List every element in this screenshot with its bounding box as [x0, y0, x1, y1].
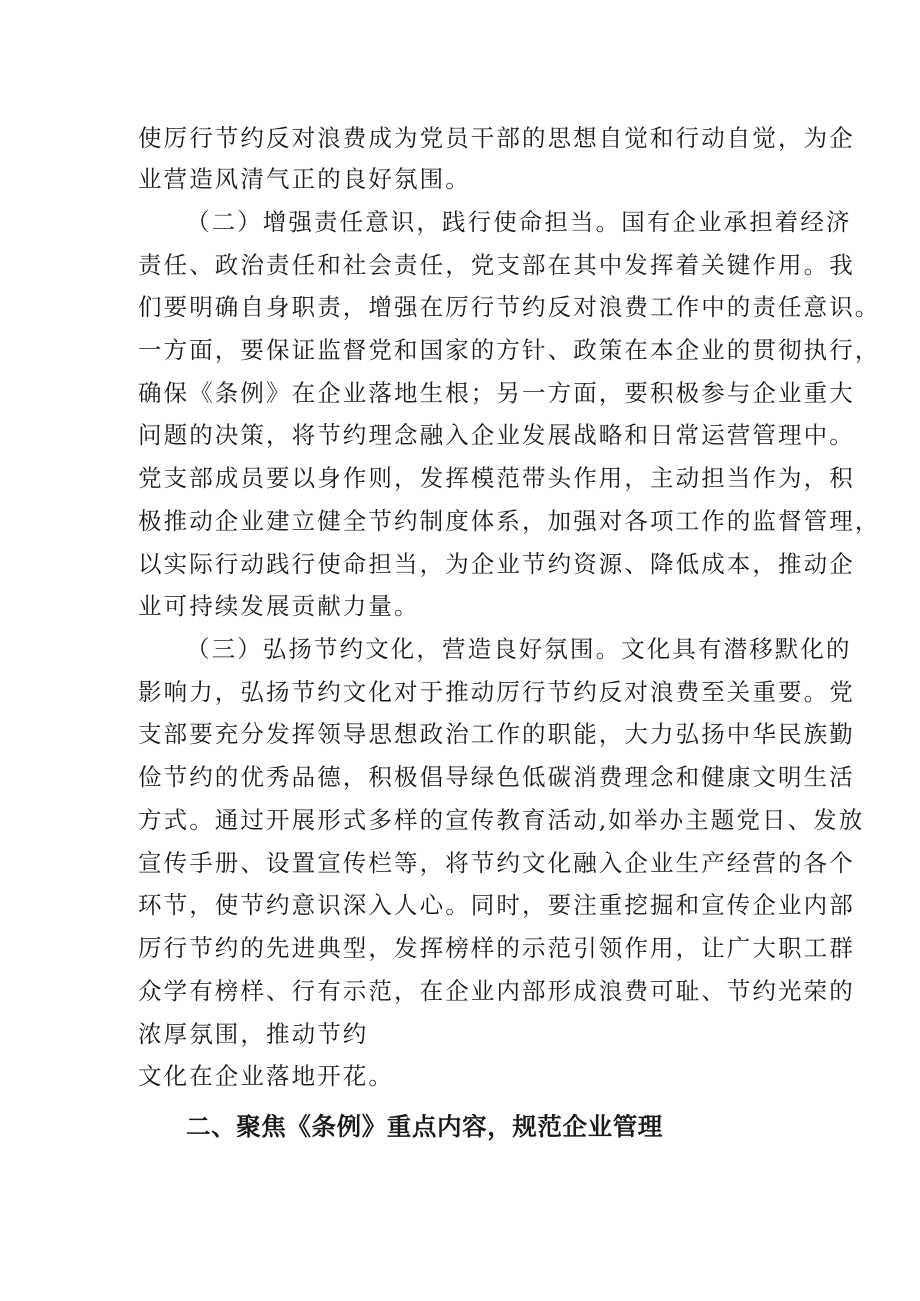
text-line-19: 环节，使节约意识深入人心。同时，要注重挖掘和宣传企业内部 [138, 891, 855, 919]
text-line-13: （三）弘扬节约文化，营造良好氛围。文化具有潜移默化的 [186, 635, 852, 663]
text-line-20: 厉行节约的先进典型，发挥榜样的示范引领作用，让广大职工群 [138, 934, 855, 962]
text-line-10: 极推动企业建立健全节约制度体系，加强对各项工作的监督管理， [138, 507, 881, 535]
text-line-5: 们要明确自身职责，增强在厉行节约反对浪费工作中的责任意识。 [138, 293, 881, 321]
section-heading: 二、聚焦《条例》重点内容，规范企业管理 [186, 1112, 663, 1141]
text-line-15: 支部要充分发挥领导思想政治工作的职能，大力弘扬中华民族勤 [138, 720, 855, 748]
text-line-4: 责任、政治责任和社会责任，党支部在其中发挥着关键作用。我 [138, 251, 855, 279]
text-line-17: 方式。通过开展形式多样的宣传教育活动,如举办主题党日、发放 [138, 806, 865, 834]
text-line-22: 浓厚氛围，推动节约 [138, 1020, 369, 1048]
text-line-21: 众学有榜样、行有示范，在企业内部形成浪费可耻、节约光荣的 [138, 977, 855, 1005]
text-line-3: （二）增强责任意识，践行使命担当。国有企业承担着经济 [186, 208, 852, 236]
text-line-16: 俭节约的优秀品德，积极倡导绿色低碳消费理念和健康文明生活 [138, 763, 855, 791]
text-line-1: 使厉行节约反对浪费成为党员干部的思想自觉和行动自觉，为企 [138, 124, 855, 152]
text-line-7: 确保《条例》在企业落地生根；另一方面，要积极参与企业重大 [138, 379, 855, 407]
text-line-2: 业营造风清气正的良好氛围。 [138, 165, 471, 193]
text-line-18: 宣传手册、设置宣传栏等，将节约文化融入企业生产经营的各个 [138, 849, 855, 877]
text-line-12: 业可持续发展贡献力量。 [138, 592, 420, 620]
text-line-6: 一方面，要保证监督党和国家的方针、政策在本企业的贯彻执行， [138, 336, 881, 364]
text-line-8: 问题的决策，将节约理念融入企业发展战略和日常运营管理中。 [138, 421, 855, 449]
text-line-9: 党支部成员要以身作则，发挥模范带头作用，主动担当作为，积 [138, 464, 855, 492]
text-line-11: 以实际行动践行使命担当，为企业节约资源、降低成本，推动企 [138, 550, 855, 578]
text-line-23: 文化在企业落地开花。 [138, 1062, 394, 1090]
text-line-14: 影响力，弘扬节约文化对于推动厉行节约反对浪费至关重要。党 [138, 678, 855, 706]
